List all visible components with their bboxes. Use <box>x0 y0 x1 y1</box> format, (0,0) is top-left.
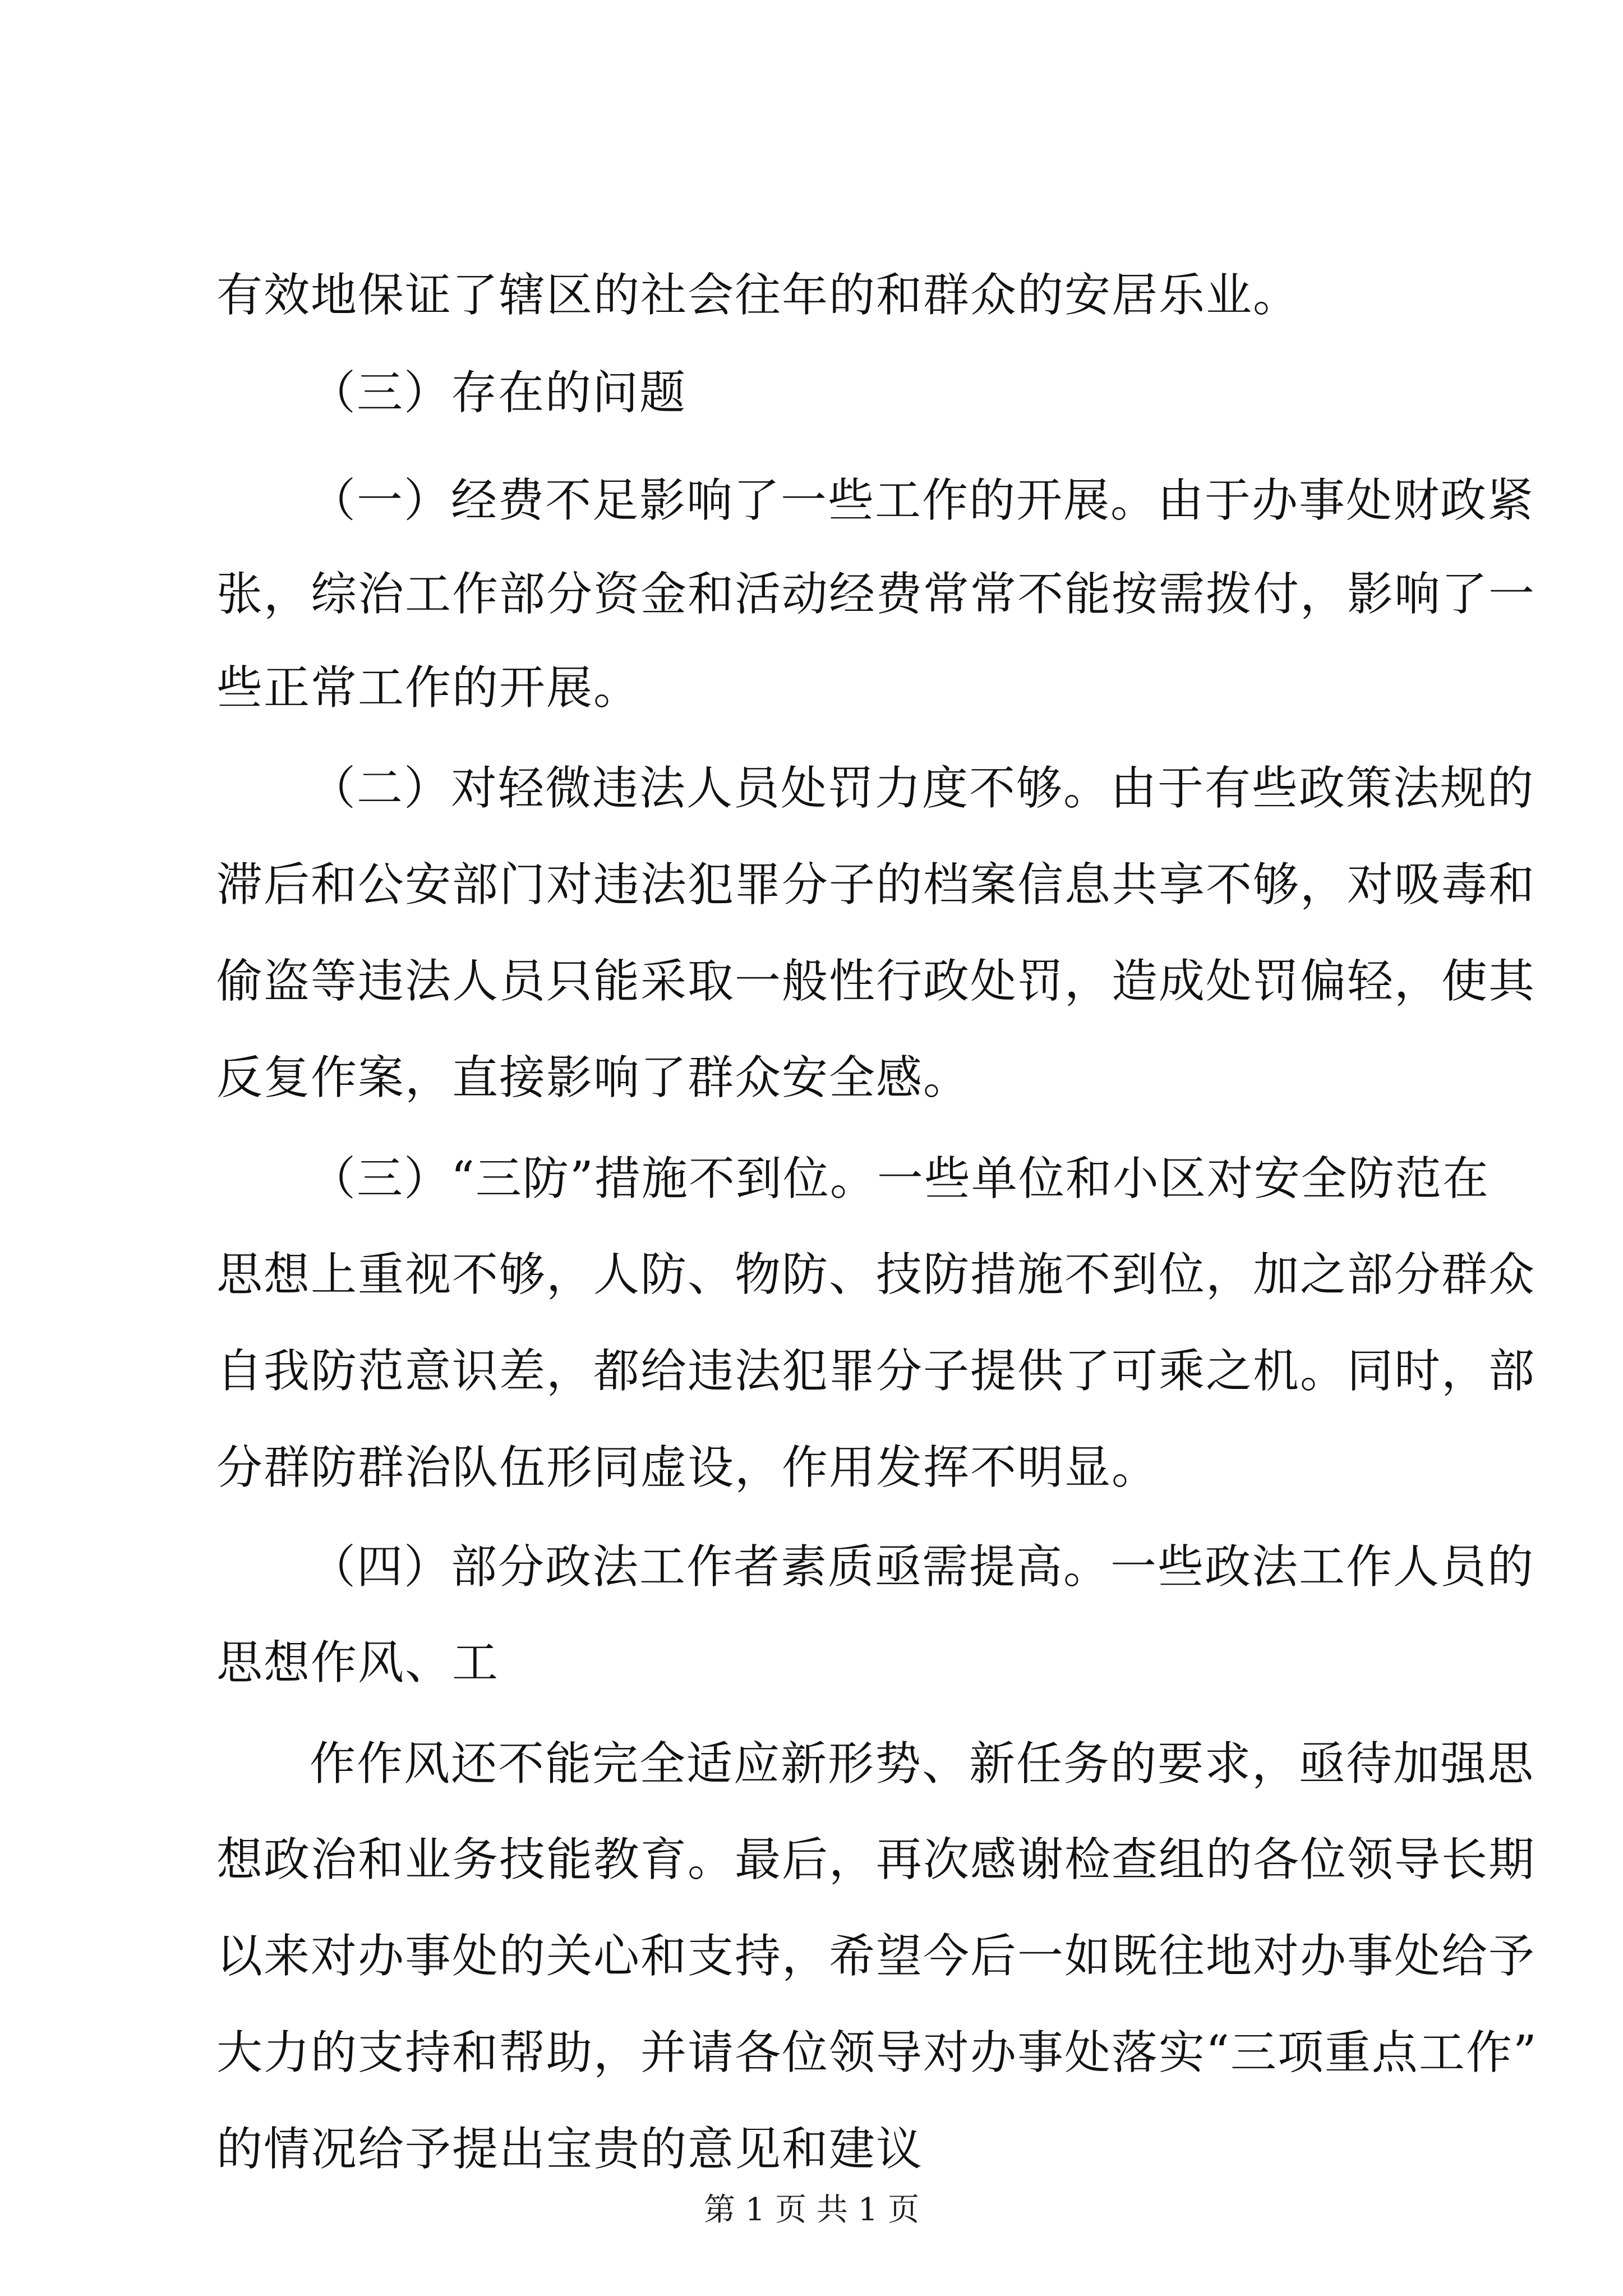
paragraph-line: 思想作风、工 <box>216 1636 500 1690</box>
paragraph-line: （四）部分政法工作者素质亟需提高。一些政法工作人员的 <box>310 1540 1535 1594</box>
page-footer: 第 1 页 共 1 页 <box>703 2192 920 2228</box>
paragraph-line: 分群防群治队伍形同虚设，作用发挥不明显。 <box>216 1441 1159 1494</box>
paragraph-line: 张，综治工作部分资金和活动经费常常不能按需拨付，影响了一 <box>216 568 1536 621</box>
paragraph-line: （三）“三防”措施不到位。一些单位和小区对安全防范在 <box>310 1152 1490 1205</box>
paragraph-line: 思想上重视不够，人防、物防、技防措施不到位，加之部分群众 <box>216 1248 1536 1301</box>
paragraph-line: 些正常工作的开展。 <box>216 661 641 715</box>
paragraph-line: 想政治和业务技能教育。最后，再次感谢检查组的各位领导长期 <box>216 1833 1536 1887</box>
paragraph-line: 的情况给予提出宝贵的意见和建议 <box>216 2123 924 2176</box>
paragraph-line: 大力的支持和帮助，并请各位领导对办事处落实“三项重点工作” <box>216 2026 1538 2079</box>
paragraph-line: （二）对轻微违法人员处罚力度不够。由于有些政策法规的 <box>310 762 1535 815</box>
paragraph-line: （一）经费不足影响了一些工作的开展。由于办事处财政紧 <box>310 474 1535 527</box>
paragraph-line: 作作风还不能完全适应新形势、新任务的要求，亟待加强思 <box>310 1737 1535 1791</box>
paragraph-line: 偷盗等违法人员只能采取一般性行政处罚，造成处罚偏轻，使其 <box>216 955 1536 1008</box>
paragraph-line: 反复作案，直接影响了群众安全感。 <box>216 1051 971 1105</box>
section-heading: （三）存在的问题 <box>310 366 687 420</box>
paragraph-line: 滞后和公安部门对违法犯罪分子的档案信息共享不够，对吸毒和 <box>216 858 1536 912</box>
paragraph-line: 以来对办事处的关心和支持，希望今后一如既往地对办事处给予 <box>216 1930 1536 1983</box>
paragraph-line: 有效地保证了辖区的社会往年的和群众的安居乐业。 <box>216 269 1301 322</box>
paragraph-line: 自我防范意识差，都给违法犯罪分子提供了可乘之机。同时，部 <box>216 1345 1536 1398</box>
